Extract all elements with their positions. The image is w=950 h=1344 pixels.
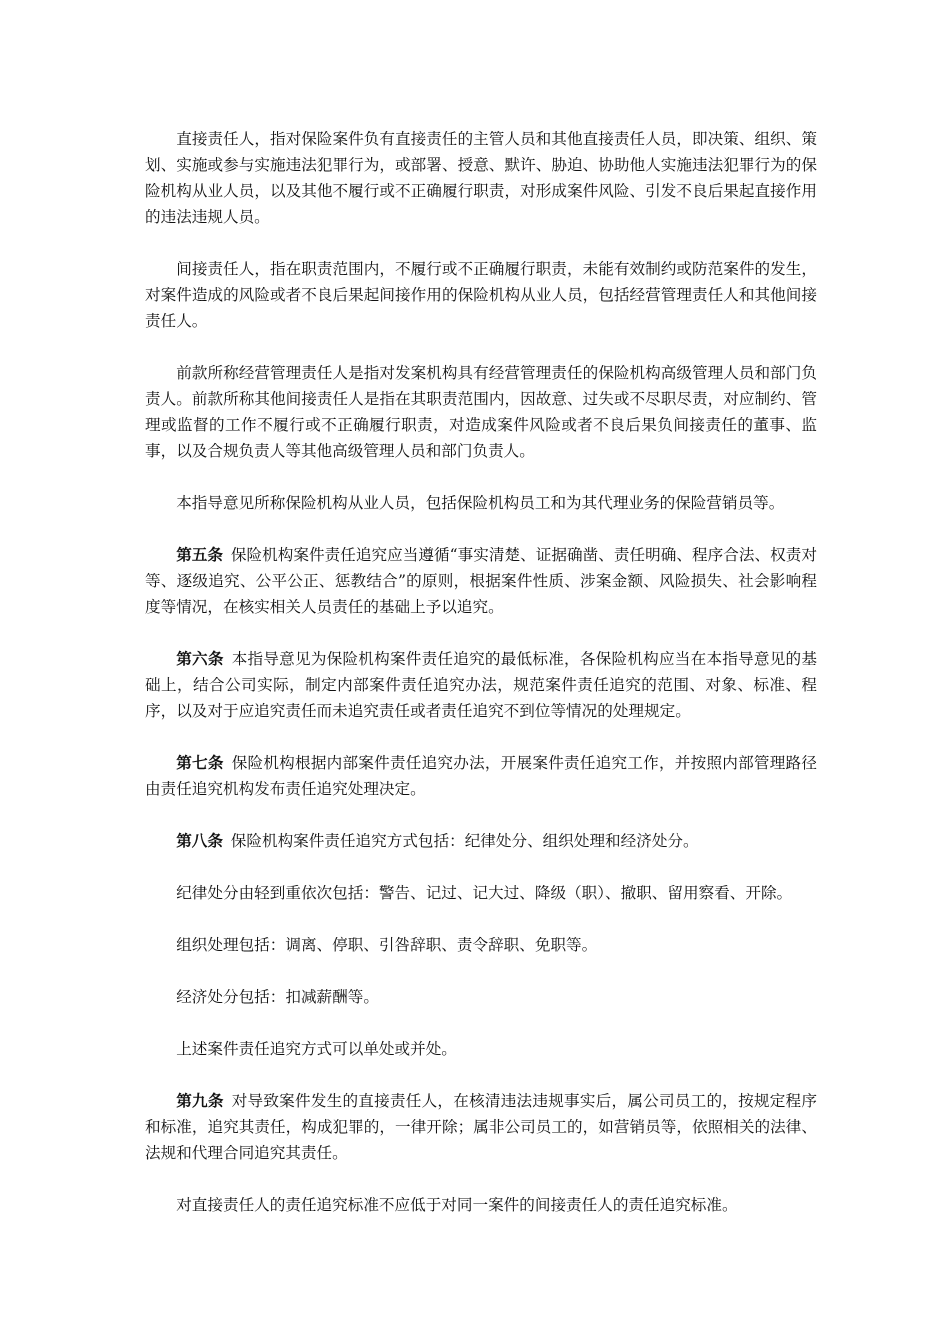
article-number: 第六条: [176, 649, 224, 668]
paragraph-organization: [145, 932, 817, 958]
paragraph-text: 上述案件责任追究方式可以单处或并处。: [176, 1040, 457, 1058]
article-number: 第七条: [176, 753, 224, 772]
paragraph-article-5: [145, 542, 817, 620]
article-number: 第九条: [176, 1091, 224, 1110]
paragraph-text: 组织处理包括：调离、停职、引咎辞职、责令辞职、免职等。: [176, 936, 598, 954]
paragraph-article-8: [145, 828, 817, 854]
paragraph-economic: [145, 984, 817, 1010]
paragraph-text: 经济处分包括：扣减薪酬等。: [176, 988, 379, 1006]
paragraph-text: 直接责任人，指对保险案件负有直接责任的主管人员和其他直接责任人员，即决策、组织、策划、实施或参与实施违法犯罪行为，或部署、授意、默许、胁迫、协助他人实施违法犯罪行为的保险机构从业人员，以及其他不履行或不正确履行职责，对形成案件风险、引发不良后果起直接作用的违法违规人员。: [145, 130, 817, 226]
paragraph-text: 间接责任人，指在职责范围内，不履行或不正确履行职责，未能有效制约或防范案件的发生，对案件造成的风险或者不良后果起间接作用的保险机构从业人员，包括经营管理责任人和其他间接责任人。: [145, 260, 817, 330]
paragraph-article-6: [145, 646, 817, 724]
paragraph-text: 对直接责任人的责任追究标准不应低于对同一案件的间接责任人的责任追究标准。: [176, 1196, 738, 1214]
paragraph-1: [145, 126, 817, 230]
paragraph-text: 保险机构根据内部案件责任追究办法，开展案件责任追究工作，并按照内部管理路径由责任追究机构发布责任追究处理决定。: [145, 754, 817, 798]
paragraph-discipline: [145, 880, 817, 906]
paragraph-3: [145, 360, 817, 464]
paragraph-text: 纪律处分由轻到重依次包括：警告、记过、记大过、降级（职）、撤职、留用察看、开除。: [176, 884, 793, 902]
paragraph-4: [145, 490, 817, 516]
paragraph-2: [145, 256, 817, 334]
paragraph-text: 保险机构案件责任追究方式包括：纪律处分、组织处理和经济处分。: [230, 832, 699, 850]
paragraph-text: 对导致案件发生的直接责任人，在核清违法违规事实后，属公司员工的，按规定程序和标准，追究其责任，构成犯罪的，一律开除；属非公司员工的，如营销员等，依照相关的法律、法规和代理合同追究其责任。: [145, 1092, 817, 1162]
paragraph-text: 保险机构案件责任追究应当遵循“事实清楚、证据确凿、责任明确、程序合法、权责对等、逐级追究、公平公正、惩教结合”的原则，根据案件性质、涉案金额、风险损失、社会影响程度等情况，在核实相关人员责任的基础上予以追究。: [145, 546, 817, 616]
paragraph-article-9: [145, 1088, 817, 1166]
paragraph-standard: [145, 1192, 817, 1218]
paragraph-text: 本指导意见所称保险机构从业人员，包括保险机构员工和为其代理业务的保险营销员等。: [176, 494, 785, 512]
document-page: [145, 126, 817, 1244]
paragraph-text: 前款所称经营管理责任人是指对发案机构具有经营管理责任的保险机构高级管理人员和部门负责人。前款所称其他间接责任人是指在其职责范围内，因故意、过失或不尽职尽责，对应制约、管理或监督的工作不履行或不正确履行职责，对造成案件风险或者不良后果负间接责任的董事、监事，以及合规负责人等其他高级管理人员和部门负责人。: [145, 364, 817, 460]
paragraph-article-7: [145, 750, 817, 802]
paragraph-text: 本指导意见为保险机构案件责任追究的最低标准，各保险机构应当在本指导意见的基础上，结合公司实际，制定内部案件责任追究办法，规范案件责任追究的范围、对象、标准、程序，以及对于应追究责任而未追究责任或者责任追究不到位等情况的处理规定。: [145, 650, 817, 720]
article-number: 第八条: [176, 831, 223, 850]
paragraph-combined: [145, 1036, 817, 1062]
article-number: 第五条: [176, 545, 224, 564]
